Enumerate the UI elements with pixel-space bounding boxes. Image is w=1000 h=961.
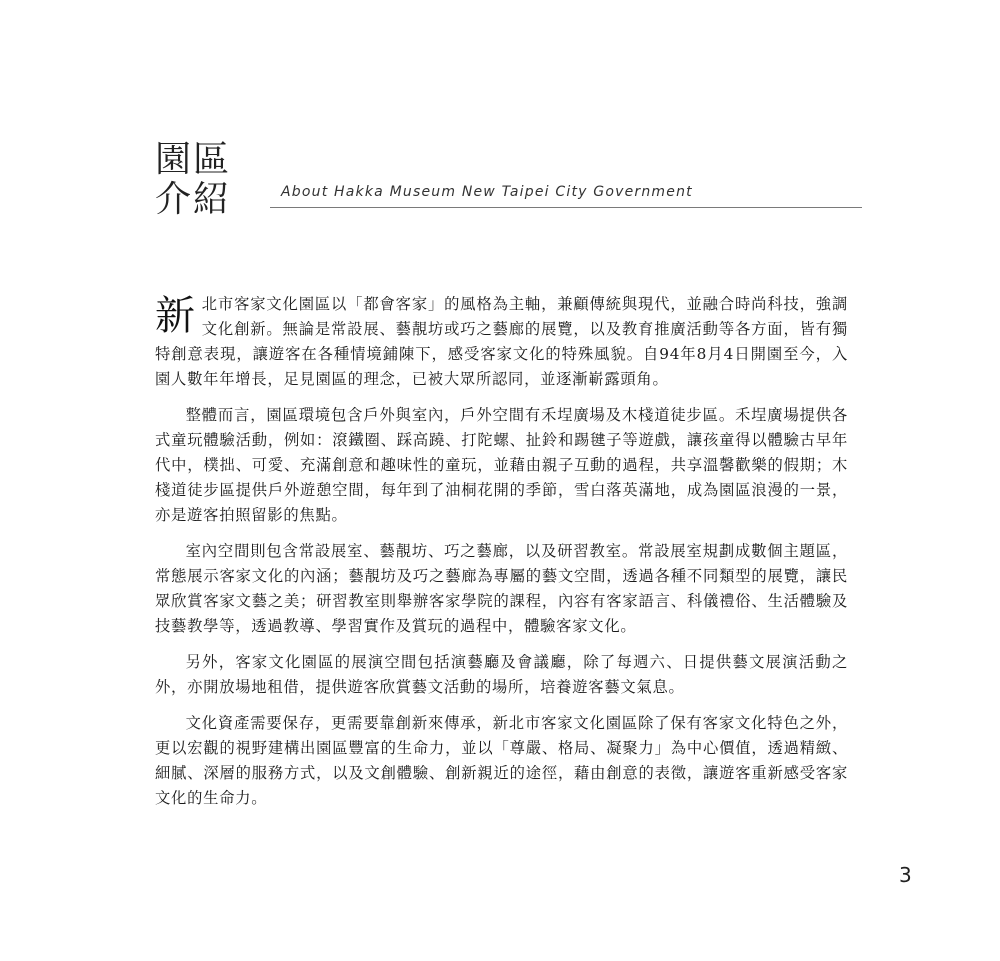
section-subtitle: About Hakka Museum New Taipei City Government xyxy=(281,184,693,200)
intro-text: 北市客家文化園區以「都會客家」的風格為主軸，兼顧傳統與現代，並融合時尚科技，強調文化創新。無論是常設展、藝靚坊或巧之藝廊的展覽，以及教育推廣活動等各方面，皆有獨特創意表現，讓遊客在各種情境鋪陳下，感受客家文化的特殊風貌。自94年8月4日開園至今，入園人數年年增長，足見園區的理念，已被大眾所認同，並逐漸嶄露頭角。 xyxy=(155,295,848,388)
page-number: 3 xyxy=(899,863,912,887)
title-divider xyxy=(270,207,862,208)
title-line-1: 園區 xyxy=(155,139,232,180)
drop-cap: 新 xyxy=(155,293,196,339)
paragraph-environment: 整體而言，園區環境包含戶外與室內，戶外空間有禾埕廣場及木棧道徒步區。禾埕廣場提供各式童玩體驗活動，例如：滾鐵圈、踩高蹺、打陀螺、扯鈴和踢毽子等遊戲，讓孩童得以體驗古早年代中，樸拙、可愛、充滿創意和趣味性的童玩，並藉由親子互動的過程，共享溫馨歡樂的假期；木棧道徒步區提供戶外遊憩空間，每年到了油桐花開的季節，雪白落英滿地，成為園區浪漫的一景，亦是遊客拍照留影的焦點。 xyxy=(155,406,848,524)
paragraph-indoor-space: 室內空間則包含常設展室、藝靚坊、巧之藝廊，以及研習教室。常設展室規劃成數個主題區，常態展示客家文化的內涵；藝靚坊及巧之藝廊為專屬的藝文空間，透過各種不同類型的展覽，讓民眾欣賞客家文藝之美；研習教室則舉辦客家學院的課程，內容有客家語言、科儀禮俗、生活體驗及技藝教學等，透過教導、學習實作及賞玩的過程中，體驗客家文化。 xyxy=(155,542,848,635)
section-title xyxy=(155,140,231,220)
paragraph-cultural-heritage: 文化資產需要保存，更需要靠創新來傳承，新北市客家文化園區除了保有客家文化特色之外，更以宏觀的視野建構出園區豐富的生命力，並以「尊嚴、格局、凝聚力」為中心價值，透過精緻、細膩、深層的服務方式，以及文創體驗、創新親近的途徑，藉由創意的表徵，讓遊客重新感受客家文化的生命力。 xyxy=(155,714,848,807)
paragraph-performance-space: 另外，客家文化園區的展演空間包括演藝廳及會議廳，除了每週六、日提供藝文展演活動之外，亦開放場地租借，提供遊客欣賞藝文活動的場所，培養遊客藝文氣息。 xyxy=(155,653,848,696)
body-text xyxy=(155,292,848,822)
intro-paragraph xyxy=(155,292,848,392)
title-line-2: 介紹 xyxy=(155,179,232,220)
